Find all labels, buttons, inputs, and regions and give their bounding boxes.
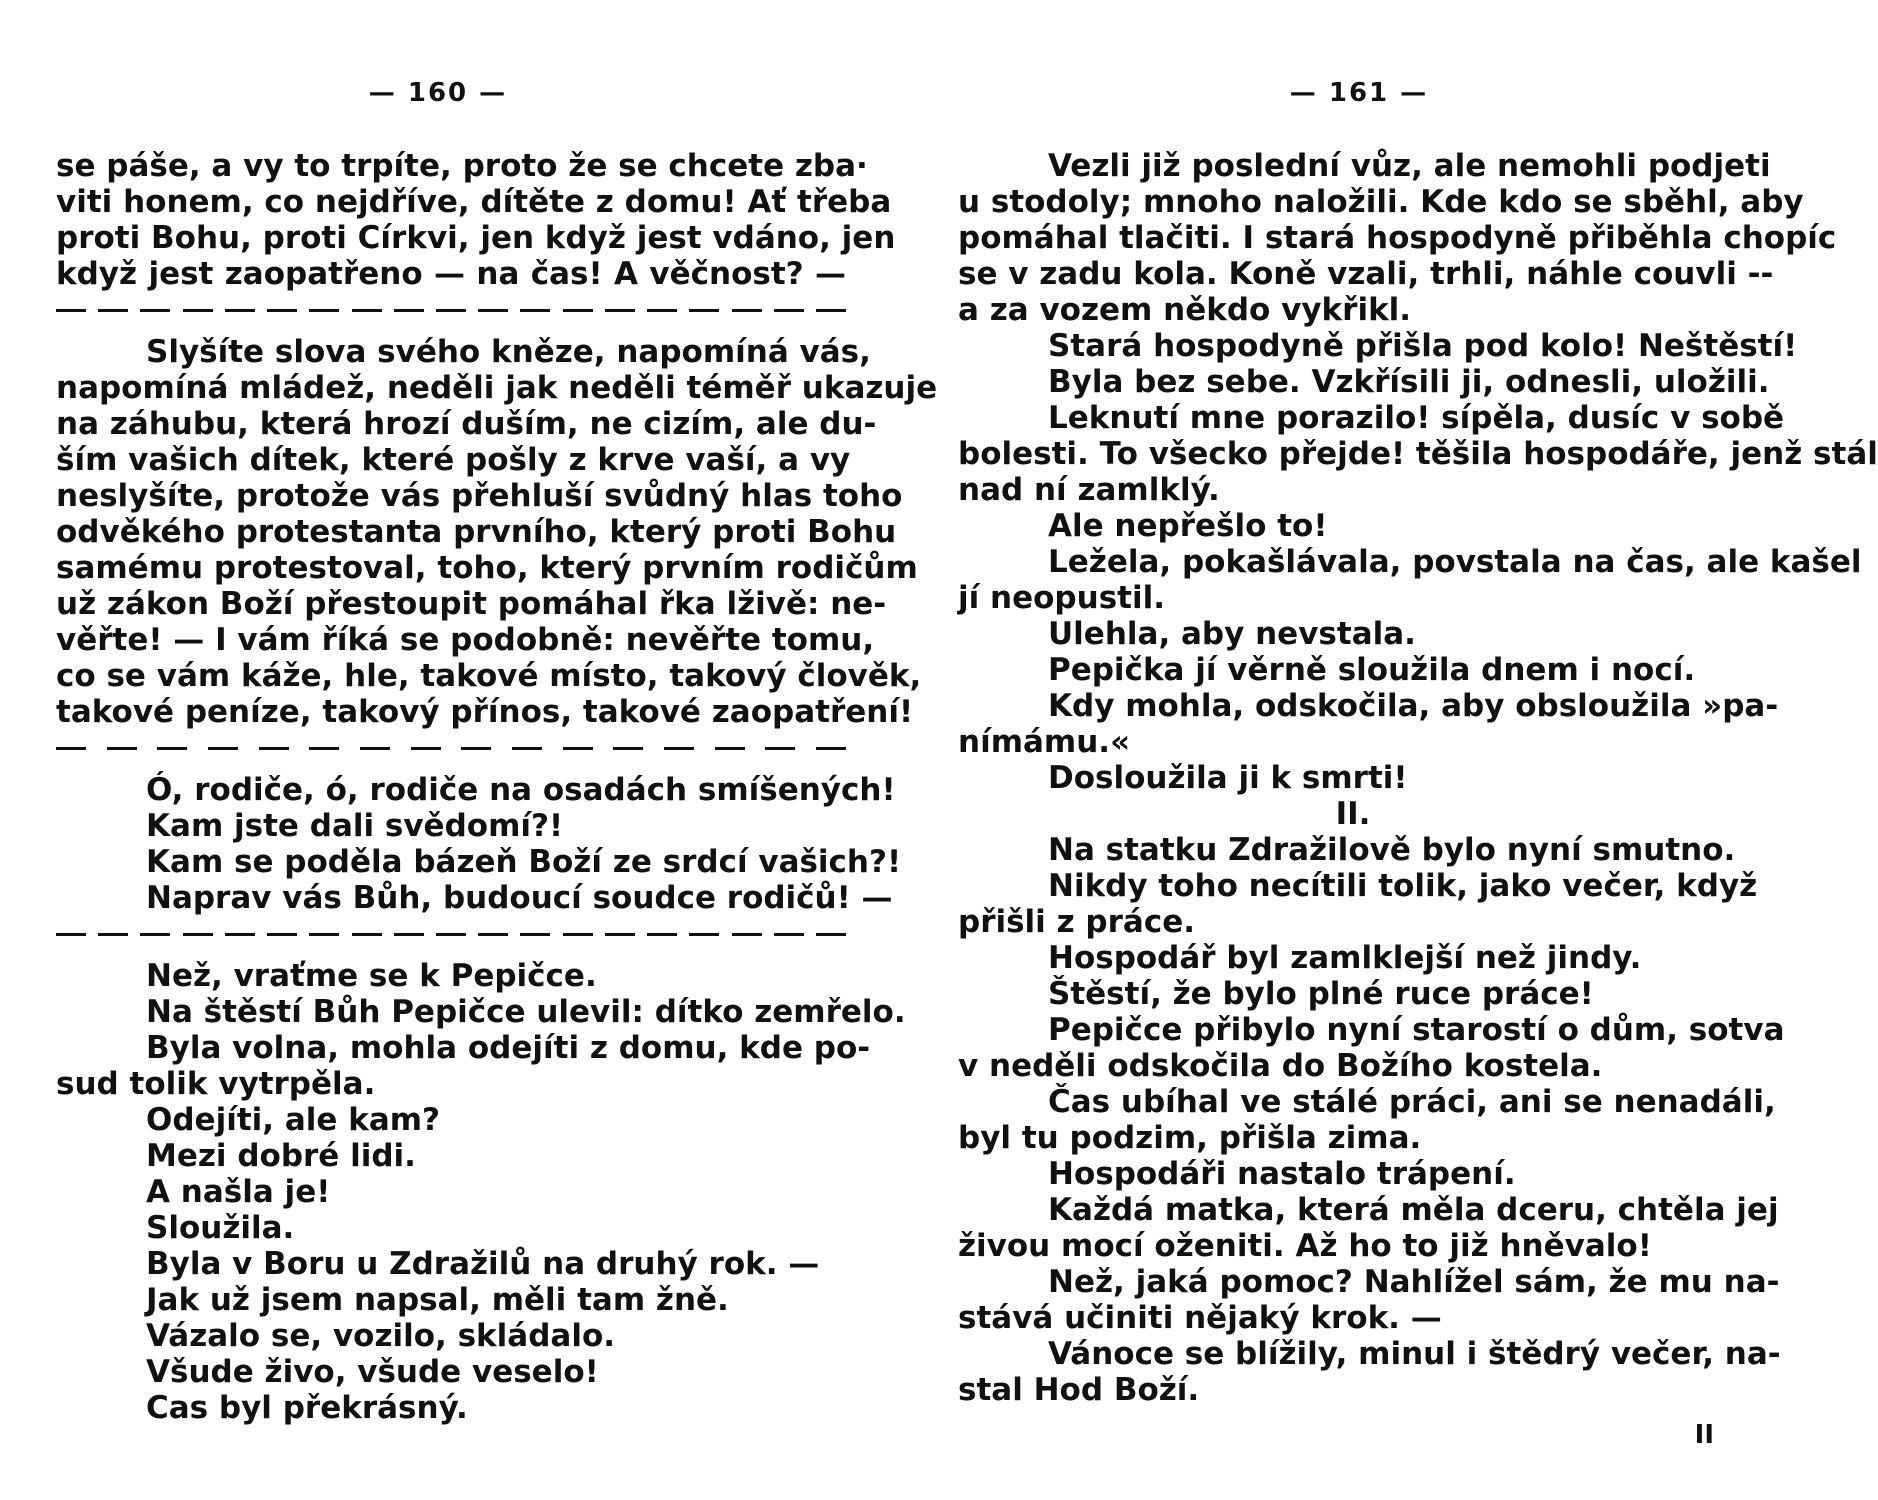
text-line: odvěkého protestanta prvního, který proti Bohu bbox=[56, 514, 897, 550]
text-line: sud tolik vytrpěla. bbox=[56, 1066, 376, 1102]
text-line: přišli z práce. bbox=[958, 904, 1196, 940]
text-line: věřte! — I vám říká se podobně: nevěřte tomu, bbox=[56, 622, 875, 658]
text-line: Hospodář byl zamlklejší než jindy. bbox=[1048, 940, 1642, 976]
text-line: neslyšíte, protože vás přehluší svůdný hlas toho bbox=[56, 478, 903, 514]
dash-separator bbox=[56, 730, 846, 766]
text-line: Byla bez sebe. Vzkřísili ji, odnesli, uložili. bbox=[1048, 364, 1770, 400]
text-line: Než, vraťme se k Pepičce. bbox=[146, 958, 597, 994]
text-line: viti honem, co nejdříve, dítěte z domu! Ať třeba bbox=[56, 184, 892, 220]
text-line: pomáhal tlačiti. I stará hospodyně přiběhla chopíc bbox=[958, 220, 1837, 256]
text-line: Každá matka, která měla dceru, chtěla jej bbox=[1048, 1192, 1779, 1228]
text-line: Ulehla, aby nevstala. bbox=[1048, 616, 1416, 652]
text-line: Odejíti, ale kam? bbox=[146, 1102, 441, 1138]
text-line: Leknutí mne porazilo! sípěla, dusíc v sobě bbox=[1048, 400, 1785, 436]
text-line: bolesti. To všecko přejde! těšila hospodáře, jenž stál bbox=[958, 436, 1878, 472]
verse-line: Kam jste dali svědomí?! bbox=[146, 808, 564, 844]
text-line: když jest zaopatřeno — na čas! A věčnost? — bbox=[56, 256, 846, 292]
text-line: Pepičce přibylo nyní starostí o dům, sotva bbox=[1048, 1012, 1785, 1048]
text-line: a za vozem někdo vykřikl. bbox=[958, 292, 1412, 328]
text-line: nímámu.« bbox=[958, 724, 1131, 760]
text-line: stal Hod Boží. bbox=[958, 1372, 1200, 1408]
verse-line: Naprav vás Bůh, budoucí soudce rodičů! — bbox=[146, 880, 893, 916]
text-line: Dosloužila ji k smrti! bbox=[1048, 760, 1408, 796]
text-line: takové peníze, takový přínos, takové zaopatření! bbox=[56, 694, 914, 730]
page-number-left: — 160 — bbox=[368, 78, 508, 108]
text-line: Stará hospodyně přišla pod kolo! Neštěstí! bbox=[1048, 328, 1798, 364]
text-line: už zákon Boží přestoupit pomáhal řka lživě: ne- bbox=[56, 586, 887, 622]
text-line: Pepička jí věrně sloužila dnem i nocí. bbox=[1048, 652, 1696, 688]
right-page bbox=[896, 0, 1878, 1500]
text-line: samému protestoval, toho, který prvním rodičům bbox=[56, 550, 918, 586]
page-number-right: — 161 — bbox=[1289, 78, 1429, 108]
text-line: Hospodáři nastalo trápení. bbox=[1048, 1156, 1516, 1192]
text-line: Byla v Boru u Zdražilů na druhý rok. — bbox=[146, 1246, 820, 1282]
text-line: napomíná mládež, neděli jak neděli téměř ukazuje bbox=[56, 370, 938, 406]
text-line: Všude živo, všude veselo! bbox=[146, 1354, 599, 1390]
text-line: živou mocí oženiti. Až ho to již hněvalo! bbox=[958, 1228, 1652, 1264]
dash-separator bbox=[56, 916, 846, 952]
text-line: Vánoce se blížily, minul i štědrý večer, na- bbox=[1048, 1336, 1781, 1372]
text-line: Cas byl překrásný. bbox=[146, 1390, 468, 1426]
chapter-number: II. bbox=[1335, 796, 1371, 832]
text-line: Vezli již poslední vůz, ale nemohli podjeti bbox=[1048, 148, 1771, 184]
text-line: v neděli odskočila do Božího kostela. bbox=[958, 1048, 1603, 1084]
text-line: Než, jaká pomoc? Nahlížel sám, že mu na- bbox=[1048, 1264, 1780, 1300]
verse-line: Kam se poděla bázeň Boží ze srdcí vašich?! bbox=[146, 844, 902, 880]
right-page-text bbox=[958, 148, 1878, 1408]
signature-mark: II bbox=[1694, 1420, 1714, 1450]
text-line: ším vašich dítek, které pošly z krve vaší, a vy bbox=[56, 442, 851, 478]
text-line: Ležela, pokašlávala, povstala na čas, ale kašel bbox=[1048, 544, 1862, 580]
text-line: se v zadu kola. Koně vzali, trhli, náhle couvli -- bbox=[958, 256, 1774, 292]
dash-separator bbox=[56, 292, 846, 328]
text-line: Čas ubíhal ve stálé práci, ani se nenadáli, bbox=[1048, 1084, 1776, 1120]
text-line: co se vám káže, hle, takové místo, takový člověk, bbox=[56, 658, 922, 694]
text-line: u stodoly; mnoho naložili. Kde kdo se sběhl, aby bbox=[958, 184, 1804, 220]
text-line: Na statku Zdražilově bylo nyní smutno. bbox=[1048, 832, 1736, 868]
left-page bbox=[0, 0, 938, 1500]
text-line: Vázalo se, vozilo, skládalo. bbox=[146, 1318, 616, 1354]
text-line: nad ní zamlklý. bbox=[958, 472, 1220, 508]
text-line: Kdy mohla, odskočila, aby obsloužila »pa- bbox=[1048, 688, 1779, 724]
text-line: A našla je! bbox=[146, 1174, 331, 1210]
text-line: Ale nepřešlo to! bbox=[1048, 508, 1328, 544]
text-line: Mezi dobré lidi. bbox=[146, 1138, 416, 1174]
text-line: Slyšíte slova svého kněze, napomíná vás, bbox=[146, 334, 871, 370]
verse-line: Ó, rodiče, ó, rodiče na osadách smíšených! bbox=[146, 772, 896, 808]
text-line: jí neopustil. bbox=[958, 580, 1165, 616]
left-page-text bbox=[56, 148, 938, 1426]
text-line: byl tu podzim, přišla zima. bbox=[958, 1120, 1422, 1156]
text-line: Sloužila. bbox=[146, 1210, 295, 1246]
text-line: Na štěstí Bůh Pepičce ulevil: dítko zemřelo. bbox=[146, 994, 906, 1030]
text-line: proti Bohu, proti Církvi, jen když jest vdáno, jen bbox=[56, 220, 896, 256]
text-line: Nikdy toho necítili tolik, jako večer, když bbox=[1048, 868, 1758, 904]
text-line: na záhubu, která hrozí duším, ne cizím, ale du- bbox=[56, 406, 877, 442]
text-line: se páše, a vy to trpíte, proto že se chcete zba· bbox=[56, 148, 868, 184]
text-line: Štěstí, že bylo plné ruce práce! bbox=[1048, 976, 1594, 1012]
text-line: Jak už jsem napsal, měli tam žně. bbox=[146, 1282, 729, 1318]
text-line: stává učiniti nějaký krok. — bbox=[958, 1300, 1442, 1336]
text-line: Byla volna, mohla odejíti z domu, kde po- bbox=[146, 1030, 871, 1066]
